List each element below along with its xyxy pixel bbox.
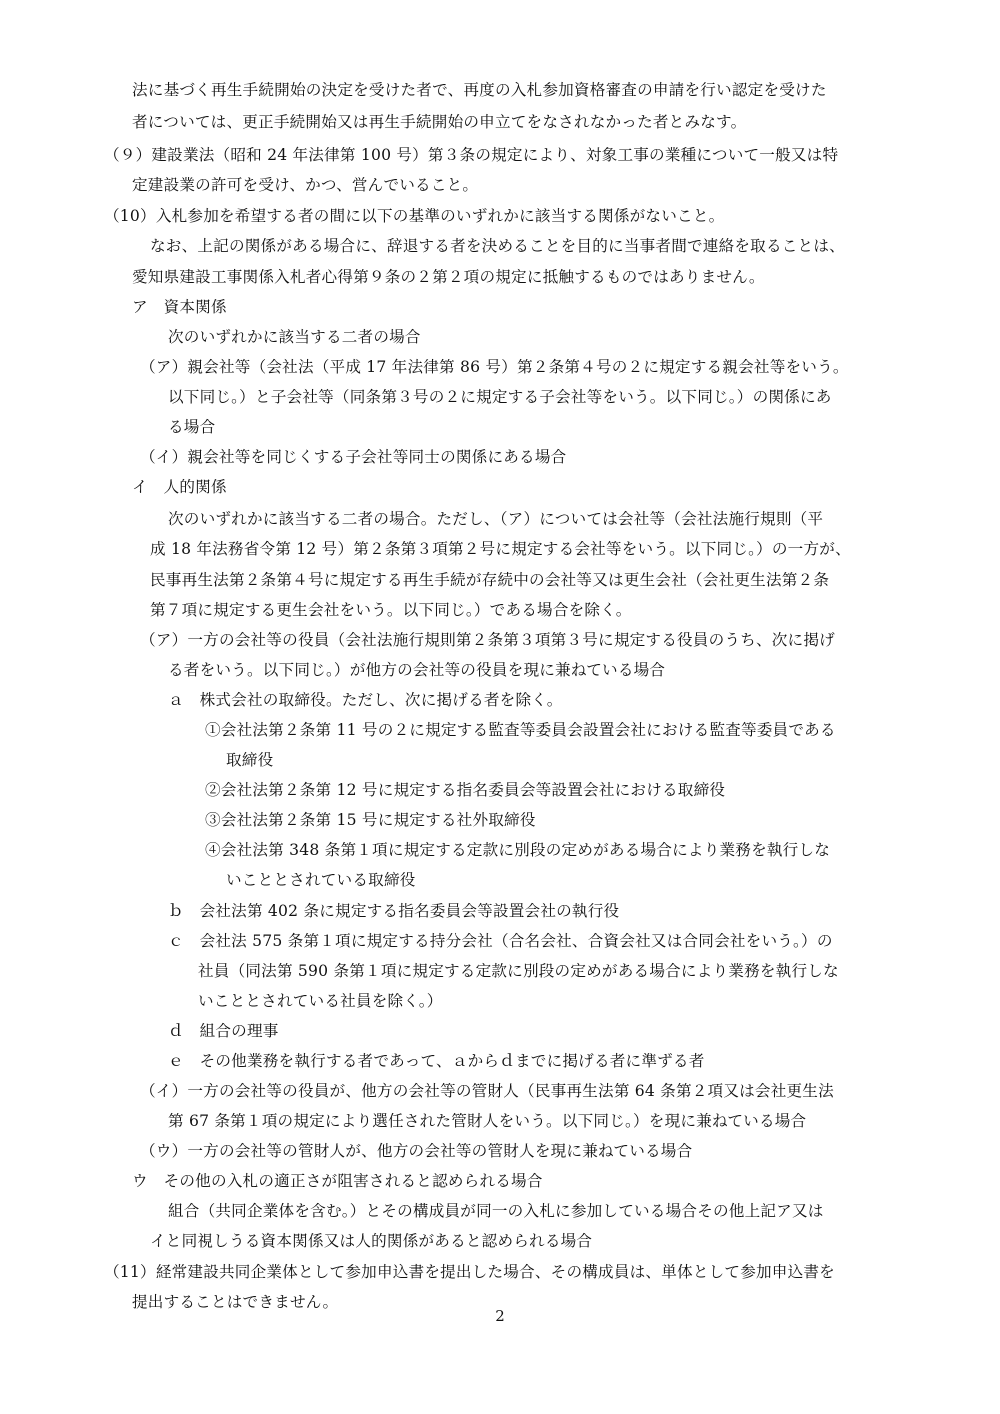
text-line: ウ その他の入札の適正さが阻害されると認められる場合	[132, 1172, 543, 1190]
text-line: ③会社法第２条第 15 号に規定する社外取締役	[205, 811, 536, 829]
text-line: ｃ 会社法 575 条第１項に規定する持分会社（合名会社、合資会社又は合同会社をいう。）の	[168, 932, 833, 950]
text-line: （イ）一方の会社等の役員が、他方の会社等の管財人（民事再生法第 64 条第２項又は会社更生法	[140, 1082, 834, 1100]
text-line: 社員（同法第 590 条第１項に規定する定款に別段の定めがある場合により業務を執行しな	[198, 962, 839, 980]
text-line: 民事再生法第２条第４号に規定する再生手続が存続中の会社等又は更生会社（会社更生法第２条	[150, 571, 830, 589]
text-line: 第７項に規定する更生会社をいう。以下同じ。）である場合を除く。	[150, 601, 632, 619]
text-line: ①会社法第２条第 11 号の２に規定する監査等委員会設置会社における監査等委員である	[205, 721, 836, 739]
text-line: ｂ 会社法第 402 条に規定する指名委員会等設置会社の執行役	[168, 902, 620, 920]
text-line: る者をいう。以下同じ。）が他方の会社等の役員を現に兼ねている場合	[168, 661, 666, 679]
text-line: ア 資本関係	[132, 298, 227, 316]
text-line: ②会社法第２条第 12 号に規定する指名委員会等設置会社における取締役	[205, 781, 726, 799]
text-line: （９）建設業法（昭和 24 年法律第 100 号）第３条の規定により、対象工事の業種について一般又は特	[104, 146, 839, 164]
text-line: ａ 株式会社の取締役。ただし、次に掲げる者を除く。	[168, 691, 563, 709]
text-line: 取締役	[226, 751, 274, 769]
text-line: いこととされている社員を除く。）	[198, 992, 443, 1010]
text-line: 者については、更正手続開始又は再生手続開始の申立てをなされなかった者とみなす。	[132, 113, 747, 131]
text-line: （11）経常建設共同企業体として参加申込書を提出した場合、その構成員は、単体として参加申込書を	[104, 1263, 835, 1281]
text-line: いこととされている取締役	[226, 871, 416, 889]
text-line: ｅ その他業務を執行する者であって、ａからｄまでに掲げる者に準ずる者	[168, 1052, 705, 1070]
text-line: （10）入札参加を希望する者の間に以下の基準のいずれかに該当する関係がないこと。	[104, 207, 725, 225]
text-line: （ウ）一方の会社等の管財人が、他方の会社等の管財人を現に兼ねている場合	[140, 1142, 693, 1160]
text-line: （ア）一方の会社等の役員（会社法施行規則第２条第３項第３号に規定する役員のうち、次に掲げ	[140, 631, 835, 649]
text-line: 成 18 年法務省令第 12 号）第２条第３項第２号に規定する会社等をいう。以下同じ。）の一方が、	[150, 540, 851, 558]
text-line: 次のいずれかに該当する二者の場合	[168, 328, 421, 346]
text-line: イと同視しうる資本関係又は人的関係があると認められる場合	[150, 1232, 593, 1250]
text-line: 以下同じ。）と子会社等（同条第３号の２に規定する子会社等をいう。以下同じ。）の関係にあ	[168, 388, 832, 406]
text-line: 第 67 条第１項の規定により選任された管財人をいう。以下同じ。）を現に兼ねている場合	[168, 1112, 807, 1130]
text-line: なお、上記の関係がある場合に、辞退する者を決めることを目的に当事者間で連絡を取ることは、	[150, 237, 845, 255]
text-line: 組合（共同企業体を含む。）とその構成員が同一の入札に参加している場合その他上記ア又は	[168, 1202, 824, 1220]
text-line: ④会社法第 348 条第１項に規定する定款に別段の定めがある場合により業務を執行しな	[205, 841, 831, 859]
page-number: 2	[495, 1307, 505, 1325]
text-line: 法に基づく再生手続開始の決定を受けた者で、再度の入札参加資格審査の申請を行い認定を受けた	[132, 81, 827, 99]
text-line: イ 人的関係	[132, 478, 227, 496]
text-line: ｄ 組合の理事	[168, 1022, 279, 1040]
text-line: 愛知県建設工事関係入札者心得第９条の２第２項の規定に抵触するものではありません。	[132, 268, 765, 286]
text-line: 次のいずれかに該当する二者の場合。ただし、（ア）については会社等（会社法施行規則（平	[168, 510, 824, 528]
text-line: 定建設業の許可を受け、かつ、営んでいること。	[132, 176, 479, 194]
text-line: （イ）親会社等を同じくする子会社等同士の関係にある場合	[140, 448, 567, 466]
text-line: （ア）親会社等（会社法（平成 17 年法律第 86 号）第２条第４号の２に規定する親会社等をいう。	[140, 358, 849, 376]
text-line: 提出することはできません。	[132, 1293, 339, 1311]
text-line: る場合	[168, 418, 216, 436]
